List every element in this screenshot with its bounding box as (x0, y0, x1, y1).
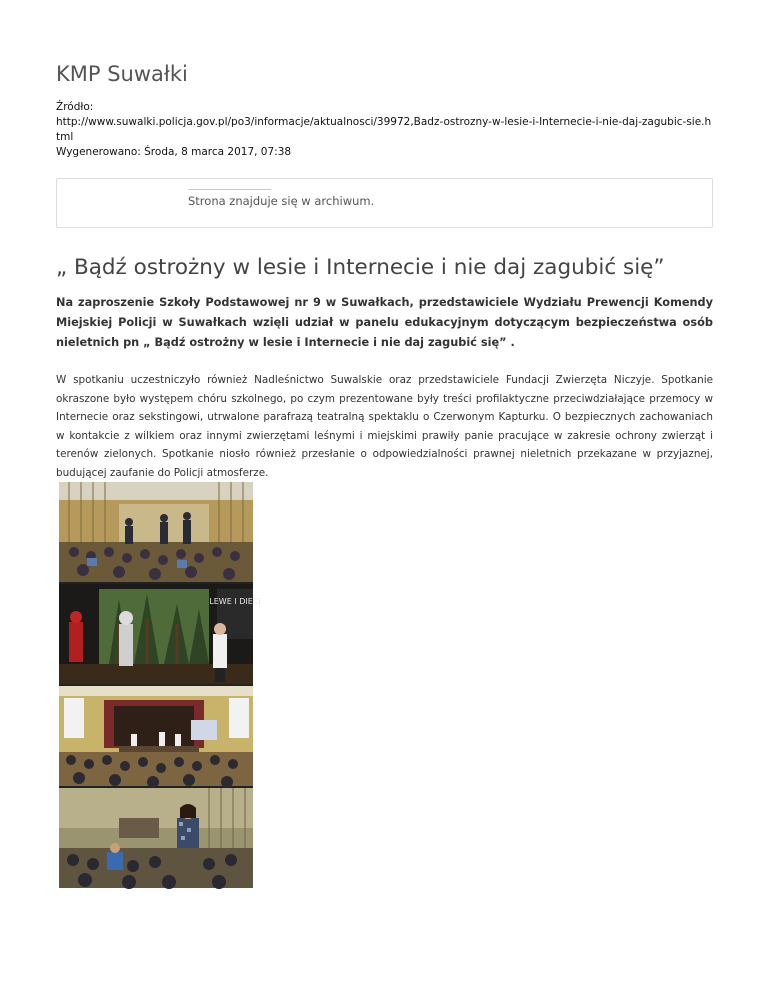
source-url[interactable]: http://www.suwalki.policja.gov.pl/po3/informacje/aktualnosci/39972,Badz-ostrozny-w-lesie-i-Internecie-i-nie-daj-zagubic-sie.html (56, 116, 712, 143)
archive-notice (56, 178, 713, 228)
source-label: Źródło: (56, 101, 94, 113)
photo-forest-stage[interactable] (59, 584, 261, 684)
archive-divider (188, 189, 271, 190)
stage-sign-text: LEWE I DIECI (209, 597, 261, 606)
archive-message: Strona znajduje się w archiwum. (188, 194, 375, 208)
generated-date: Wygenerowano: Środa, 8 marca 2017, 07:38 (56, 146, 292, 158)
photo-presenter[interactable] (59, 788, 253, 888)
article-title: „ Bądź ostrożny w lesie i Internecie i nie daj zagubić się” (56, 255, 665, 280)
article-lead: Na zaproszenie Szkoły Podstawowej nr 9 w Suwałkach, przedstawiciele Wydziału Prewencji Komendy Miejskiej Policji w Suwałkach wzięli udział w panelu edukacyjnym dotyczącym bezpieczeństwa osób nieletnich pn „ Bądź ostrożny w lesie i Internecie i nie daj zagubić się” . (56, 296, 713, 349)
print-meta (56, 100, 713, 160)
photo-audience-gym[interactable] (59, 482, 253, 582)
photo-collage[interactable] (59, 482, 261, 888)
photo-school-hall[interactable] (59, 686, 253, 786)
site-title: KMP Suwałki (56, 62, 188, 86)
article-body: W spotkaniu uczestniczyło również Nadleśnictwo Suwalskie oraz przedstawiciele Fundacji Zwierzęta Niczyje. Spotkanie okraszone było występem chóru szkolnego, po czym prezentowane były treści profilaktyczne przeciwdziałające przemocy w Internecie oraz sekstingowi, utrwalone parafrazą teatralną spektaklu o Czerwonym Kapturku. O bezpiecznych zachowaniach w kontakcie z wilkiem oraz innymi zwierzętami leśnymi i miejskimi prawiły panie pracujące w zakresie ochrony zwierząt i terenów zielonych. Spotkanie niosło również przesłanie o odpowiedzialności prawnej nieletnich przekazane w przyjaznej, budującej zaufanie do Policji atmosferze. (56, 374, 713, 479)
